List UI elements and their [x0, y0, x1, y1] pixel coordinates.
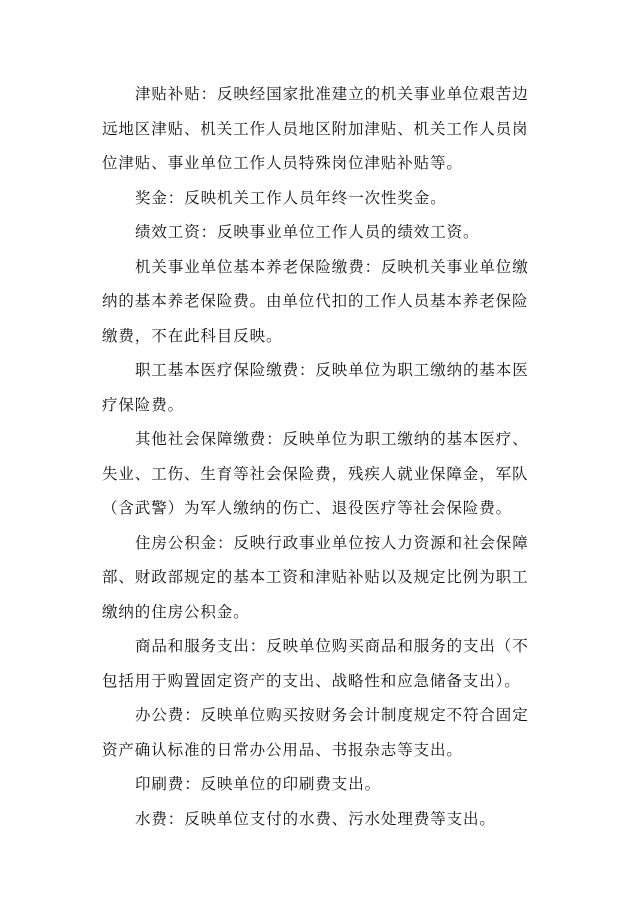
text-line: 疗保险费。 [102, 395, 185, 414]
text-line: 商品和服务支出：反映单位购买商品和服务的支出（不 [135, 637, 529, 655]
paragraph-allowances [102, 77, 542, 181]
paragraph-medical-insurance [102, 353, 542, 422]
paragraph-pension-insurance [102, 250, 542, 354]
text-line: 水费：反映单位支付的水费、污水处理费等支出。 [135, 809, 496, 828]
text-line: 资产确认标准的日常办公用品、书报杂志等支出。 [102, 740, 463, 759]
paragraph-water-fee [102, 802, 542, 837]
text-line: 办公费：反映单位购买按财务会计制度规定不符合固定 [135, 706, 529, 724]
text-line: 印刷费：反映单位的印刷费支出。 [135, 775, 382, 793]
text-line: 缴费，不在此科目反映。 [102, 326, 283, 345]
text-line: 职工基本医疗保险缴费：反映单位为职工缴纳的基本医 [135, 361, 529, 379]
text-line: （含武警）为军人缴纳的伤亡、退役医疗等社会保险费。 [102, 499, 513, 517]
text-line: 住房公积金：反映行政事业单位按人力资源和社会保障 [135, 533, 529, 552]
text-line: 纳的基本养老保险费。由单位代扣的工作人员基本养老保险 [102, 292, 529, 310]
paragraph-office-expenses [102, 698, 542, 767]
paragraph-bonus [102, 181, 542, 216]
text-line: 远地区津贴、机关工作人员地区附加津贴、机关工作人员岗 [102, 119, 529, 138]
text-line: 失业、工伤、生育等社会保险费，残疾人就业保障金，军队 [102, 464, 529, 483]
paragraph-other-social-security [102, 422, 542, 526]
text-line: 奖金：反映机关工作人员年终一次性奖金。 [135, 188, 447, 207]
paragraph-housing-fund [102, 526, 542, 630]
document-body [102, 77, 542, 836]
text-line: 绩效工资：反映事业单位工作人员的绩效工资。 [135, 223, 480, 241]
paragraph-performance-pay [102, 215, 542, 250]
text-line: 部、财政部规定的基本工资和津贴补贴以及规定比例为职工 [102, 568, 529, 586]
text-line: 缴纳的住房公积金。 [102, 602, 250, 621]
text-line: 机关事业单位基本养老保险缴费：反映机关事业单位缴 [135, 257, 529, 276]
text-line: 津贴补贴：反映经国家批准建立的机关事业单位艰苦边 [135, 85, 529, 103]
paragraph-goods-services [102, 629, 542, 698]
paragraph-printing-fee [102, 767, 542, 802]
text-line: 位津贴、事业单位工作人员特殊岗位津贴补贴等。 [102, 154, 463, 172]
text-line: 其他社会保障缴费：反映单位为职工缴纳的基本医疗、 [135, 430, 529, 448]
text-line: 包括用于购置固定资产的支出、战略性和应急储备支出）。 [102, 671, 521, 690]
